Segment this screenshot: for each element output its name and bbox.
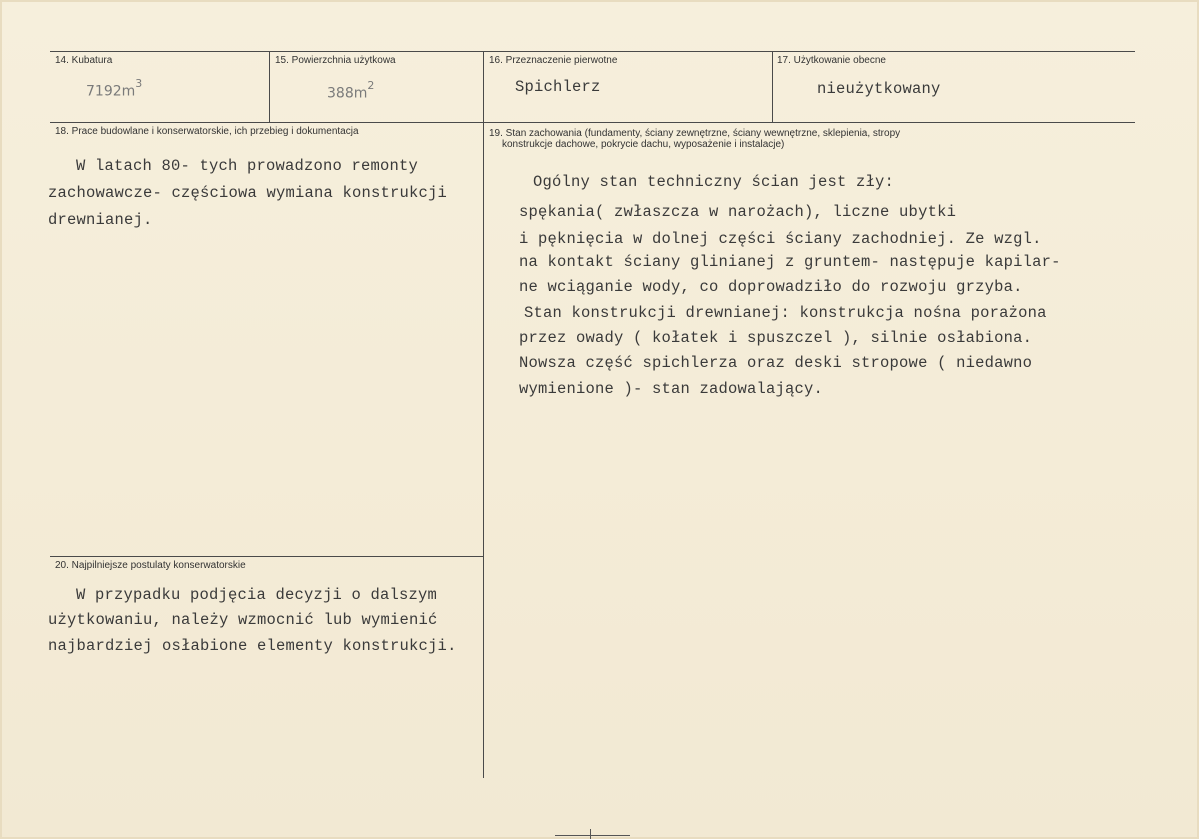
stan-label-line-2: konstrukcje dachowe, pokrycie dachu, wyposażenie i instalacje) <box>502 139 785 150</box>
stan-line-8: Nowsza część spichlerza oraz deski stropowe ( niedawno <box>519 354 1033 372</box>
bottom-tick-h <box>555 835 630 836</box>
uzytkowanie-label: 17. Użytkowanie obecne <box>777 55 886 66</box>
stan-line-2: spękania( zwłaszcza w narożach), liczne ubytki <box>519 203 957 221</box>
bottom-tick-v <box>590 829 591 839</box>
postulaty-line-3: najbardziej osłabione elementy konstrukcji. <box>48 637 457 655</box>
stan-line-1: Ogólny stan techniczny ścian jest zły: <box>533 173 895 191</box>
postulaty-line-1: W przypadku podjęcia decyzji o dalszym <box>76 586 438 604</box>
col-divider-2 <box>483 51 484 778</box>
prace-line-1: W latach 80- tych prowadzono remonty <box>76 157 419 175</box>
postulaty-line-2: użytkowaniu, należy wzmocnić lub wymienić <box>48 611 438 629</box>
kubatura-number: 7192m <box>86 83 136 100</box>
prace-line-2: zachowawcze- częściowa wymiana konstrukcji <box>48 184 448 202</box>
top-rule <box>50 51 1135 52</box>
stan-line-9: wymienione )- stan zadowalający. <box>519 380 824 398</box>
powierzchnia-value <box>327 79 375 102</box>
col-divider-1 <box>269 51 270 122</box>
prace-line-3: drewnianej. <box>48 211 153 229</box>
kubatura-value <box>86 77 143 100</box>
row-divider-1 <box>50 122 1135 123</box>
stan-label-line-1: 19. Stan zachowania (fundamenty, ściany zewnętrzne, ściany wewnętrzne, sklepienia, stropy <box>489 128 901 139</box>
stan-line-5: ne wciąganie wody, co doprowadziło do rozwoju grzyba. <box>519 278 1023 296</box>
stan-line-6: Stan konstrukcji drewnianej: konstrukcja nośna porażona <box>524 304 1047 322</box>
col-divider-3 <box>772 51 773 122</box>
stan-line-4: na kontakt ściany glinianej z gruntem- następuje kapilar- <box>519 253 1061 271</box>
row-divider-2 <box>50 556 483 557</box>
prace-label: 18. Prace budowlane i konserwatorskie, ich przebieg i dokumentacja <box>55 126 359 137</box>
stan-line-7: przez owady ( kołatek i spuszczel ), silnie osłabiona. <box>519 329 1033 347</box>
kubatura-label: 14. Kubatura <box>55 55 113 66</box>
powierzchnia-exponent: 2 <box>367 79 375 92</box>
powierzchnia-label: 15. Powierzchnia użytkowa <box>275 55 396 66</box>
powierzchnia-number: 388m <box>327 85 368 102</box>
postulaty-label: 20. Najpilniejsze postulaty konserwatorskie <box>55 560 246 571</box>
stan-line-3: i pęknięcia w dolnej części ściany zachodniej. Ze wzgl. <box>519 230 1042 248</box>
przeznaczenie-label: 16. Przeznaczenie pierwotne <box>489 55 618 66</box>
kubatura-exponent: 3 <box>135 77 143 90</box>
uzytkowanie-value: nieużytkowany <box>817 80 941 98</box>
przeznaczenie-value: Spichlerz <box>515 78 601 96</box>
